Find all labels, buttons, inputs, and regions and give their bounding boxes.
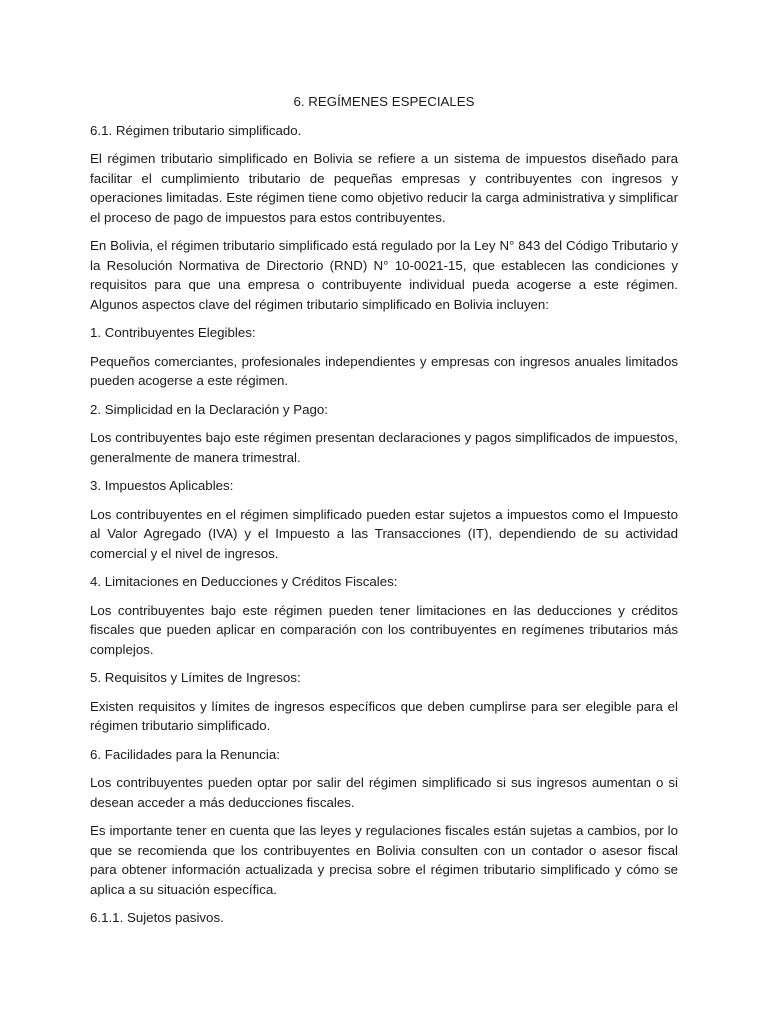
item-heading-3: 3. Impuestos Aplicables: [90,478,234,493]
closing-paragraph: Es importante tener en cuenta que las leyes y regulaciones fiscales están sujetas a cambios, por lo que se recomienda que los contribuyentes en Bolivia consulten con un contador o asesor fiscal para obtener información actualizada y precisa sobre el régimen tributario simplificado y cómo se aplica a su situación específica. [90,823,678,897]
item-heading-2: 2. Simplicidad en la Declaración y Pago: [90,401,328,417]
intro-paragraph-1: El régimen tributario simplificado en Bolivia se refiere a un sistema de impuestos diseñado para facilitar el cumplimiento tributario de pequeñas empresas y contribuyentes con ingresos y operaciones limitadas. Este régimen tiene como objetivo reducir la carga administrativa y simplificar el proceso de pago de impuestos para estos contribuyentes. [90,151,678,225]
section-heading: 6.1. Régimen tributario simplificado. [90,122,302,138]
item-text-3: Los contribuyentes en el régimen simplificado pueden estar sujetos a impuestos como el Impuesto al Valor Agregado (IVA) y el Impuesto a las Transacciones (IT), dependiendo de su actividad comercial y el nivel de ingresos. [90,506,678,561]
item-heading-6: 6. Facilidades para la Renuncia: [90,746,280,762]
subsection-heading: 6.1.1. Sujetos pasivos. [90,910,224,925]
document-title: 6. REGÍMENES ESPECIALES [293,94,475,109]
item-heading-5: 5. Requisitos y Límites de Ingresos: [90,670,301,685]
item-text-6: Los contribuyentes pueden optar por salir del régimen simplificado si sus ingresos aumentan o si desean acceder a más deducciones fiscales. [90,775,678,810]
document-page [90,92,678,937]
item-heading-4: 4. Limitaciones en Deducciones y Créditos Fiscales: [90,574,398,589]
item-text-5: Existen requisitos y límites de ingresos específicos que deben cumplirse para ser elegible para el régimen tributario simplificado. [90,698,678,733]
intro-paragraph-2: En Bolivia, el régimen tributario simplificado está regulado por la Ley N° 843 del Código Tributario y la Resolución Normativa de Directorio (RND) N° 10-0021-15, que establecen las condiciones y requisitos para que una empresa o contribuyente individual pueda acogerse a este régimen. Algunos aspectos clave del régimen tributario simplificado en Bolivia incluyen: [90,238,678,312]
item-heading-1: 1. Contribuyentes Elegibles: [90,325,256,340]
item-text-4: Los contribuyentes bajo este régimen pueden tener limitaciones en las deducciones y créditos fiscales que pueden aplicar en comparación con los contribuyentes en regímenes tributarios más complejos. [90,602,678,657]
item-text-2: Los contribuyentes bajo este régimen presentan declaraciones y pagos simplificados de impuestos, generalmente de manera trimestral. [90,430,678,465]
item-text-1: Pequeños comerciantes, profesionales independientes y empresas con ingresos anuales limitados pueden acogerse a este régimen. [90,353,678,388]
